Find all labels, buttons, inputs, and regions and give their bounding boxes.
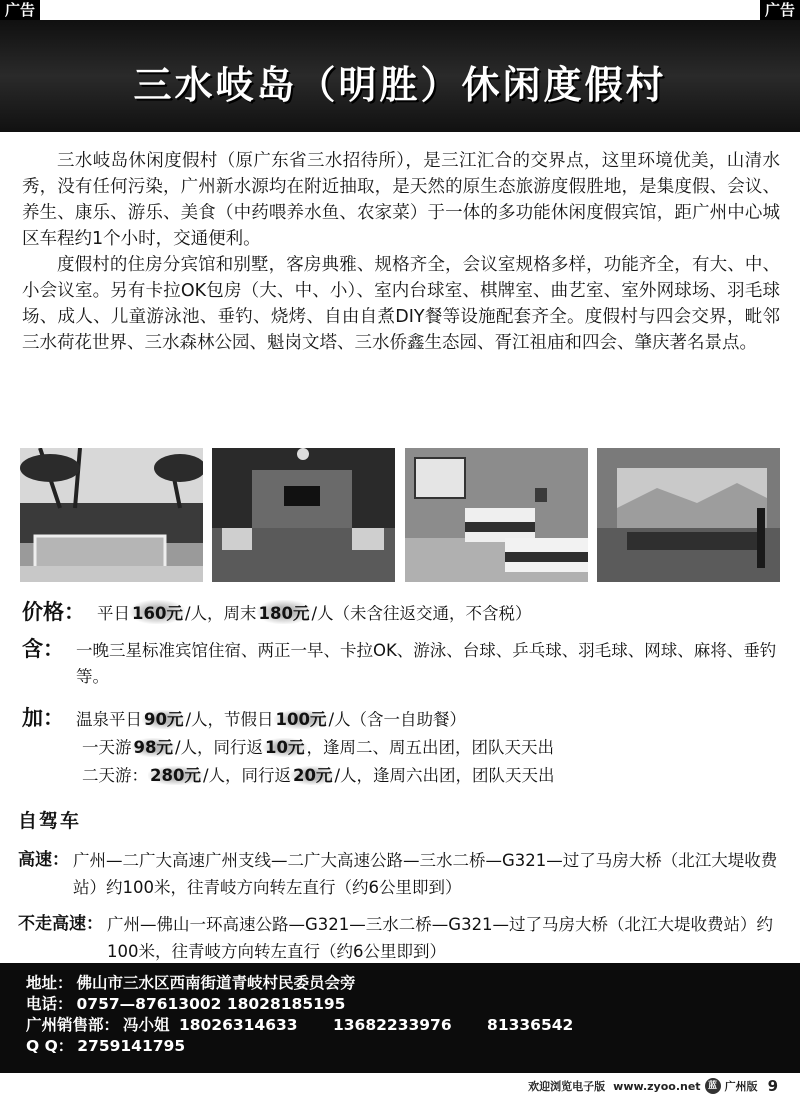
addon-price: 90元 (144, 710, 184, 729)
addon-price: 20元 (293, 766, 333, 785)
phone-value: 0757—87613002 18028185195 (76, 995, 346, 1013)
price-weekday-unit: /人，周末 (184, 604, 257, 623)
driving-title: 自驾车 (18, 810, 82, 832)
includes-text: 一晚三星标准宾馆住宿、两正一早、卡拉OK、游泳、台球、乒乓球、羽毛球、网球、麻将、垂钓等。 (76, 641, 777, 686)
addon-price: 10元 (265, 738, 305, 757)
photo-pool (20, 448, 203, 582)
phone-line (26, 994, 800, 1015)
driving-directions (18, 806, 782, 975)
addon-text: /人，同行返 (202, 766, 292, 785)
route-no-highway (18, 911, 782, 965)
price-weekend: 180元 (257, 600, 312, 624)
addon-text: 一天游 (82, 738, 132, 757)
photo-strip (20, 448, 780, 582)
ad-label-left: 广告 (0, 0, 40, 20)
sales-phone-3: 81336542 (487, 1016, 574, 1034)
price-row (22, 596, 782, 630)
photo-dining-hall (597, 448, 780, 582)
addon-one-day-tour (76, 734, 555, 762)
address-line (26, 973, 800, 994)
photo-ktv-room (212, 448, 395, 582)
address-label: 地址： (26, 974, 73, 992)
route-highway (18, 847, 782, 901)
page-number: 9 (767, 1077, 778, 1095)
addon-text: ，逢周二、周五出团，团队天天出 (306, 738, 554, 757)
price-label: 价格： (22, 600, 85, 624)
qq-label: Q Q： (26, 1037, 74, 1055)
addons-label: 加： (22, 706, 64, 730)
qq-value: 2759141795 (77, 1037, 186, 1055)
addon-hot-spring (76, 706, 555, 734)
contact-box (0, 963, 800, 1073)
footer-welcome: 欢迎浏览电子版 (528, 1080, 606, 1093)
footer-site-link[interactable]: www.zyoo.net (613, 1079, 701, 1093)
addon-two-day-tour (76, 762, 555, 790)
price-weekend-suffix: /人（未含往返交通，不含税） (311, 604, 532, 623)
addons-row (22, 704, 782, 790)
addon-price: 280元 (150, 766, 201, 785)
phone-label: 电话： (26, 995, 73, 1013)
route-no-highway-text: 广州—佛山一环高速公路—G321—三水二桥—G321—过了马房大桥（北江大堤收费站）约100米，往青岐方向转左直行（约6公里即到） (107, 915, 774, 961)
page-footer (528, 1076, 778, 1096)
route-highway-text: 广州—二广大高速广州支线—二广大高速公路—三水二桥—G321—过了马房大桥（北江大堤收费站）约100米，往青岐方向转左直行（约6公里即到） (73, 851, 778, 897)
addon-text: /人，同行返 (174, 738, 264, 757)
brand-logo-icon: 蓝 (705, 1078, 721, 1094)
addon-text: /人，逢周六出团，团队天天出 (334, 766, 555, 785)
addon-price: 98元 (133, 738, 173, 757)
includes-label: 含： (22, 637, 64, 661)
pricing-section (22, 596, 782, 790)
addon-text: /人，节假日 (185, 710, 274, 729)
sales-line (26, 1015, 800, 1036)
price-weekday: 160元 (130, 600, 185, 624)
qq-line (26, 1036, 800, 1057)
ad-label-right: 广告 (760, 0, 800, 20)
footer-edition: 广州版 (724, 1080, 758, 1093)
photo-guest-room (405, 448, 588, 582)
sales-name: 冯小姐 (123, 1016, 170, 1034)
intro-paragraph-1: 三水岐岛休闲度假村（原广东省三水招待所），是三江汇合的交界点，这里环境优美，山清水秀，没有任何污染，广州新水源均在附近抽取，是天然的原生态旅游度假胜地，是集度假、会议、养生、康乐、游乐、美食（中药喂养水鱼、农家菜）于一体的多功能休闲度假宾馆，距广州中心城区车程约1个小时，交通便利。 (22, 151, 780, 249)
addon-text: 二天游： (82, 766, 148, 785)
sales-phone-2: 13682233976 (332, 1016, 452, 1034)
addon-text: 温泉平日 (76, 710, 142, 729)
sales-label: 广州销售部： (26, 1016, 120, 1034)
price-weekday-prefix: 平日 (97, 604, 130, 623)
addon-text: /人（含一自助餐） (328, 710, 467, 729)
title-banner (0, 20, 800, 132)
addon-price: 100元 (275, 710, 327, 729)
sales-phone-1: 18026314633 (178, 1016, 298, 1034)
includes-row (22, 636, 782, 690)
address-value: 佛山市三水区西南街道青岐村民委员会旁 (76, 974, 356, 992)
intro-paragraph-2: 度假村的住房分宾馆和别墅，客房典雅、规格齐全，会议室规格多样，功能齐全，有大、中、小会议室。另有卡拉OK包房（大、中、小）、室内台球室、棋牌室、曲艺室、室外网球场、羽毛球场、成人、儿童游泳池、垂钓、烧烤、自由自煮DIY餐等设施配套齐全。度假村与四会交界，毗邻三水荷花世界、三水森林公园、魁岗文塔、三水侨鑫生态园、胥江祖庙和四会、肇庆著名景点。 (22, 255, 780, 353)
route-no-highway-label: 不走高速： (18, 914, 103, 934)
route-highway-label: 高速： (18, 850, 69, 870)
addons-lines (76, 706, 555, 790)
page-title: 三水岐岛（明胜）休闲度假村 (133, 62, 667, 107)
intro-text (22, 148, 780, 356)
